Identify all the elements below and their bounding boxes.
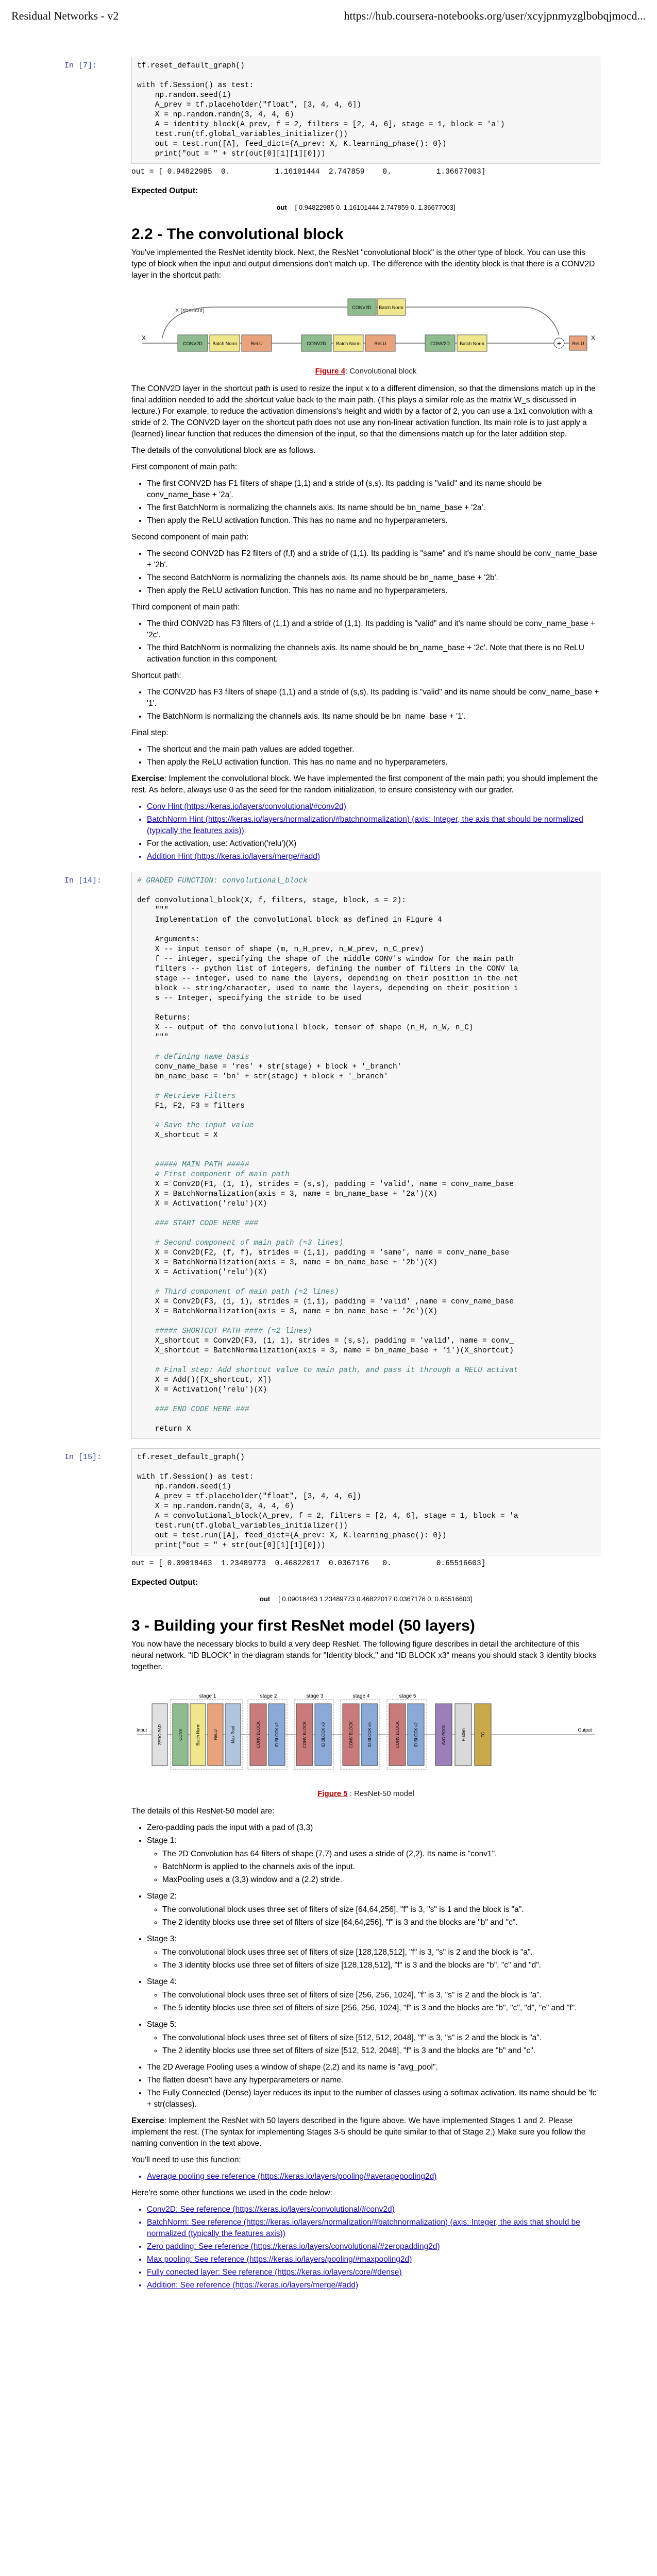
code-line: [137, 1209, 595, 1219]
sub-list-item: ◦ The 2 identity blocks use three set of filters of size [512, 512, 2048], "f" is 3 and the blocks are "b" and "c".: [162, 2045, 600, 2057]
list-item: [147, 2019, 600, 2057]
code-line: conv_name_base = 'res' + str(stage) + block + '_branch': [137, 1063, 402, 1071]
sub-list: [147, 1990, 600, 2014]
code-line: X = Conv2D(F3, (1, 1), strides = (1,1), padding = 'valid' ,name = conv_name_base: [137, 1298, 514, 1306]
sub-list-item: ◦ The convolutional block uses three set of filters of size [128,128,512], "f" is 3, "s" is 2 and the block is "a".: [162, 1947, 600, 1958]
exercise-paragraph: Exercise: Implement the ResNet with 50 layers described in the figure above. We have implemented Stages 1 and 2. Please implement the rest. (The syntax for implementing Stages 3-5 should be quite similar to that of Stage 2.) Make sure you follow the naming convention in the text above.: [131, 2116, 586, 2148]
code-cell-7[interactable]: [64, 57, 600, 164]
stage-3-label: stage 3: [306, 1693, 324, 1699]
list-item-text: The Fully Connected (Dense) layer reduces its input to the number of classes using a softmax activation. Its name should be 'fc' + str(classes).: [147, 2089, 598, 2109]
code-line: X = Activation('relu')(X): [137, 1386, 267, 1394]
cell-output: out = [ 0.94822985 0. 1.16101444 2.747859 0. 1.36677003]: [131, 168, 486, 176]
stage2-id-block-label: ID BLOCK x2: [275, 1722, 279, 1748]
main-path-relu-label: ReLU: [250, 341, 263, 346]
list-item: • The third BatchNorm is normalizing the channels axis. Its name should be bn_name_base + '2c'. Note that there is no ReLU activation function in this component.: [147, 642, 600, 665]
code-line: A = identity_block(A_prev, f = 2, filters = [2, 4, 6], stage = 1, block = 'a'): [137, 121, 505, 129]
bullet-list: [131, 478, 600, 527]
output-cell-7: [64, 168, 600, 176]
code-line: X = Activation('relu')(X): [137, 1268, 267, 1277]
code-line: out = test.run([A], feed_dict={A_prev: X, K.learning_phase(): 0}): [137, 140, 447, 148]
code-line: # GRADED FUNCTION: convolutional_block: [137, 877, 308, 885]
list-item[interactable]: • Addition Hint (https://keras.io/layers/merge/#add): [147, 851, 600, 862]
code-line: [137, 1082, 595, 1092]
code-cell-14[interactable]: [64, 872, 600, 1439]
code-line: X_shortcut = Conv2D(F3, (1, 1), strides = (s,s), padding = 'valid', name = conv_: [137, 1337, 514, 1345]
code-line: X_shortcut = BatchNormalization(axis = 3, name = bn_name_base + '1')(X_shortcut): [137, 1347, 514, 1355]
final-relu-label: ReLU: [572, 341, 584, 346]
code-line: [137, 1141, 595, 1150]
list-title: Shortcut path:: [131, 671, 181, 680]
code-line: # Retrieve Filters: [137, 1092, 236, 1100]
code-line: Implementation of the convolutional block as defined in Figure 4: [137, 916, 442, 924]
stage4-conv-block-label: CONV BLOCK: [349, 1721, 353, 1749]
code-editor[interactable]: [131, 57, 600, 164]
list-item[interactable]: • Conv Hint (https://keras.io/layers/convolutional/#conv2d): [147, 801, 600, 812]
code-line: Arguments:: [137, 936, 200, 944]
code-line: [137, 1395, 595, 1405]
code-line: return X: [137, 1425, 191, 1433]
main-path-conv-label: CONV2D: [183, 341, 203, 346]
code-line: bn_name_base = 'bn' + str(stage) + block + '_branch': [137, 1073, 389, 1081]
diagram-label-xshortcut: X (shortcut): [175, 308, 205, 314]
code-line: np.random.seed(1): [137, 91, 231, 99]
code-line: """: [137, 1033, 169, 1042]
stage3-conv-block-label: CONV BLOCK: [302, 1721, 307, 1749]
stage-1-label: stage 1: [199, 1693, 216, 1699]
expected-value: [ 0.94822985 0. 1.16101444 2.747859 0. 1.36677003]: [295, 204, 456, 211]
shortcut-bn-label: Batch Norm: [379, 305, 403, 310]
code-line: [137, 1004, 595, 1013]
code-editor[interactable]: [131, 872, 600, 1439]
list-item-text: Stage 1:: [147, 1836, 177, 1845]
code-line: X -- input tensor of shape (m, n_H_prev, n_W_prev, n_C_prev): [137, 945, 424, 954]
code-line: [137, 925, 595, 935]
list-item: • For the activation, use: Activation('relu')(X): [147, 838, 600, 850]
code-line: [137, 1278, 595, 1287]
list-item-text: Stage 4:: [147, 1977, 177, 1986]
list-item-text: Stage 3:: [147, 1935, 177, 1943]
list-item[interactable]: • BatchNorm Hint (https://keras.io/layers/normalization/#batchnormalization) (axis: Integer, the axis that should be normalized (typically the features axis)): [147, 814, 600, 837]
code-line: X = BatchNormalization(axis = 3, name = bn_name_base + '2a')(X): [137, 1190, 437, 1198]
list-item[interactable]: • Addition: See reference (https://keras.io/layers/merge/#add): [147, 2280, 600, 2291]
sub-list-item: ◦ The 5 identity blocks use three set of filters of size [256, 256, 1024], "f" is 3 and the blocks are "b", "c", "d", "e" and "f".: [162, 2003, 600, 2014]
sub-list-item: ◦ BatchNorm is applied to the channels axis of the input.: [162, 1861, 600, 1873]
main-path-bn-label: Batch Norm: [336, 341, 361, 346]
zero-pad-label: ZERO PAD: [158, 1724, 162, 1745]
main-path-bn-label: Batch Norm: [212, 341, 237, 346]
code-line: A_prev = tf.placeholder("float", [3, 4, 4, 6]): [137, 101, 362, 109]
stage4-id-block-label: ID BLOCK x5: [367, 1722, 372, 1748]
list-item: [147, 1835, 600, 1886]
list-item: [147, 2062, 600, 2073]
paragraph: You now have the necessary blocks to build a very deep ResNet. The following figure describes in detail the architecture of this neural network. "ID BLOCK" in the diagram stands for "Identity block," and "ID BLOCK x3" means you should stack 3 identity blocks together.: [131, 1640, 597, 1671]
expected-value: [ 0.09018463 1.23489773 0.46822017 0.0367176 0. 0.65516603]: [278, 1595, 473, 1603]
code-line: [137, 1150, 595, 1160]
code-cell-15[interactable]: [64, 1448, 600, 1555]
code-line: X = BatchNormalization(axis = 3, name = bn_name_base + '2c')(X): [137, 1308, 437, 1316]
expected-output-2: [131, 1577, 600, 1605]
stage-2-label: stage 2: [260, 1693, 277, 1699]
list-title: Second component of main path:: [131, 533, 249, 541]
paragraph: You've implemented the ResNet identity block. Next, the ResNet "convolutional block" is the other type of block. You can use this type of block when the input and output dimensions don't match up. The difference with the identity block is that there is a CONV2D layer in the shortcut path:: [131, 248, 595, 280]
list-item-text: The 2D Average Pooling uses a window of shape (2,2) and its name is "avg_pool".: [147, 2063, 438, 2072]
expected-output-1: [131, 185, 600, 213]
stage1-bn-label: Batch Norm: [196, 1723, 200, 1746]
code-line: # First component of main path: [137, 1171, 290, 1179]
print-header-url: https://hub.coursera-notebooks.org/user/xcyjpnmyzglbobqjmocd...: [344, 9, 646, 22]
list-item[interactable]: • Max pooling: See reference (https://keras.io/layers/pooling/#maxpooling2d): [147, 2254, 600, 2265]
list-item-text: Stage 2:: [147, 1892, 177, 1901]
code-line: np.random.seed(1): [137, 1483, 231, 1491]
code-line: X = np.random.randn(3, 4, 4, 6): [137, 111, 294, 119]
code-line: [137, 1463, 595, 1472]
main-path-bn-label: Batch Norm: [460, 341, 484, 346]
list-item: • The first BatchNorm is normalizing the channels axis. Its name should be bn_name_base + '2a'.: [147, 502, 600, 514]
sub-list: [147, 2032, 600, 2057]
code-line: [137, 1317, 595, 1327]
code-line: print("out = " + str(out[0][1][1][0])): [137, 150, 326, 158]
list-item[interactable]: • Zero padding: See reference (https://keras.io/layers/convolutional/#zeropadding2d): [147, 2241, 600, 2252]
list-item: [147, 1934, 600, 1971]
code-line: ##### SHORTCUT PATH #### (≈2 lines): [137, 1327, 312, 1335]
avg_pool-label: AVG POOL: [442, 1724, 446, 1745]
resnet50-diagram: [131, 1678, 600, 1786]
markdown-section-2-2: [131, 226, 600, 862]
bullet-list: [131, 744, 600, 768]
code-line: ##### MAIN PATH #####: [137, 1161, 249, 1169]
code-line: [137, 1229, 595, 1239]
stage3-id-block-label: ID BLOCK x3: [321, 1722, 326, 1748]
list-title: Final step:: [131, 728, 169, 737]
code-line: X -- output of the convolutional block, tensor of shape (n_H, n_W, n_C): [137, 1024, 474, 1032]
stage5-conv-block-label: CONV BLOCK: [395, 1721, 400, 1749]
code-line: f -- integer, specifying the shape of the middle CONV's window for the main path: [137, 955, 514, 963]
code-line: # Third component of main path (≈2 lines): [137, 1288, 339, 1296]
list-item: [147, 1822, 600, 1834]
stage5-id-block-label: ID BLOCK x2: [414, 1722, 418, 1748]
list-item-text: Zero-padding pads the input with a pad of (3,3): [147, 1823, 313, 1832]
hint-links: [131, 801, 600, 862]
code-line: """: [137, 906, 169, 914]
code-line: s -- Integer, specifying the stride to be used: [137, 994, 362, 1003]
bullet-list: [131, 1822, 600, 2110]
list-item: • Then apply the ReLU activation function. This has no name and no hyperparameters.: [147, 757, 600, 768]
stage-5-label: stage 5: [399, 1693, 416, 1699]
sub-list-item: ◦ MaxPooling uses a (3,3) window and a (2,2) stride.: [162, 1874, 600, 1886]
paragraph: The details of the convolutional block are as follows.: [131, 446, 316, 455]
code-line: stage -- integer, used to name the layers, depending on their position in the net: [137, 975, 518, 983]
list-item: • The third CONV2D has F3 filters of (1,1) and a stride of (1,1). Its padding is "valid" and it's name should be conv_name_base + '2c'.: [147, 618, 600, 641]
code-line: filters -- python list of integers, defining the number of filters in the CONV la: [137, 965, 518, 973]
code-line: # Save the input value: [137, 1122, 254, 1130]
code-line: F1, F2, F3 = filters: [137, 1102, 245, 1110]
main-path-relu-label: ReLU: [374, 341, 386, 346]
code-line: [137, 1043, 595, 1053]
code-line: Returns:: [137, 1014, 191, 1022]
code-line: A_prev = tf.placeholder("float", [3, 4, 4, 6]): [137, 1493, 362, 1501]
list-item: [147, 2088, 600, 2110]
exercise-paragraph: Exercise: Implement the convolutional block. We have implemented the first component of the main path; you should implement the rest. As before, always use 0 as the seed for the random initialization, to ensure consistency with our grader.: [131, 774, 598, 794]
sub-list: [147, 1947, 600, 1971]
code-line: # Final step: Add shortcut value to main path, and pass it through a RELU activat: [137, 1366, 518, 1375]
code-line: X = Add()([X_shortcut, X]): [137, 1376, 272, 1384]
diagram-label-x-in: X: [142, 334, 146, 342]
paragraph: The CONV2D layer in the shortcut path is used to resize the input x to a different dimension, so that the dimensions match up in the final addition needed to add the shortcut value back to the main path. (This plays a similar role as the matrix W_s discussed in lecture.) For example, to reduce the activation dimensions's height and width by a factor of 2, you can use a 1x1 convolution with a stride of 2. The CONV2D layer on the shortcut path does not use any non-linear activation function. Its main role is to just apply a (learned) linear function that reduces the dimension of the input, so that the dimensions match up for the later addition step.: [131, 384, 596, 438]
code-line: [137, 1356, 595, 1366]
code-line: X_shortcut = X: [137, 1131, 218, 1140]
paragraph: The details of this ResNet-50 model are:: [131, 1807, 275, 1816]
cell-output: out = [ 0.09018463 1.23489773 0.46822017 0.0367176 0. 0.65516603]: [131, 1560, 486, 1568]
fc-label: FC: [481, 1732, 485, 1738]
code-line: ### START CODE HERE ###: [137, 1219, 258, 1228]
list-item: • The BatchNorm is normalizing the channels axis. Its name should be bn_name_base + '1'.: [147, 711, 600, 722]
input-label: Input: [136, 1727, 147, 1733]
sub-list-item: ◦ The convolutional block uses three set of filters of size [64,64,256], "f" is 3, "s" is 1 and the block is "a".: [162, 1904, 600, 1916]
cell-prompt: In [15]:: [64, 1453, 102, 1462]
list-item[interactable]: • Conv2D: See reference (https://keras.io/layers/convolutional/#conv2d): [147, 2204, 600, 2215]
expected-key: out: [259, 1595, 271, 1603]
sub-list-item: ◦ The convolutional block uses three set of filters of size [512, 512, 2048], "f" is 3, "s" is 2 and the block is "a".: [162, 2032, 600, 2044]
section-title: 3 - Building your first ResNet model (50 layers): [131, 1617, 475, 1634]
sub-list-item: ◦ The 3 identity blocks use three set of filters of size [128,128,512], "f" is 3 and the blocks are "b", "c" and "d".: [162, 1960, 600, 1971]
list-item: • The shortcut and the main path values are added together.: [147, 744, 600, 755]
code-line: test.run(tf.global_variables_initializer()): [137, 1522, 348, 1530]
flatten-label: Flatten: [461, 1728, 466, 1741]
bullet-list: [131, 687, 600, 722]
sub-list: [147, 1904, 600, 1928]
code-line: # Second component of main path (≈3 lines): [137, 1239, 344, 1247]
print-header-title: Residual Networks - v2: [11, 9, 119, 22]
code-line: print("out = " + str(out[0][1][1][0])): [137, 1541, 326, 1550]
cell-prompt: In [14]:: [64, 876, 102, 885]
output-cell-15: [64, 1560, 600, 1568]
sub-list-item: ◦ The convolutional block uses three set of filters of size [256, 256, 1024], "f" is 3, "s" is 2 and the block is "a".: [162, 1990, 600, 2001]
list-item: • The second CONV2D has F2 filters of (f,f) and a stride of (1,1). Its padding is "same" and it's name should be conv_name_base + '2b'.: [147, 548, 600, 571]
code-line: X = Conv2D(F2, (f, f), strides = (1,1), padding = 'same', name = conv_name_base: [137, 1249, 510, 1257]
list-title: First component of main path:: [131, 463, 238, 471]
section-title: 2.2 - The convolutional block: [131, 226, 344, 243]
expected-label: Expected Output:: [131, 187, 198, 195]
list-item: [147, 1976, 600, 2014]
list-item: • The CONV2D has F3 filters of shape (1,1) and a stride of (s,s). Its padding is "valid" and its name should be conv_name_base + '1'.: [147, 687, 600, 709]
code-line: X = BatchNormalization(axis = 3, name = bn_name_base + '2b')(X): [137, 1259, 437, 1267]
code-line: ### END CODE HERE ###: [137, 1405, 249, 1414]
diagram-label-x-out: X: [591, 334, 596, 342]
bullet-list: [131, 618, 600, 665]
code-line: def convolutional_block(X, f, filters, stage, block, s = 2):: [137, 896, 407, 905]
sub-list-item: ◦ The 2D Convolution has 64 filters of shape (7,7) and uses a stride of (2,2). Its name is "conv1".: [162, 1849, 600, 1860]
code-line: block -- string/character, used to name the layers, depending on their position i: [137, 985, 518, 993]
code-line: with tf.Session() as test:: [137, 81, 254, 90]
stage1-relu-label: ReLU: [213, 1729, 218, 1740]
list-item-text: The flatten doesn't have any hyperparameters or name.: [147, 2076, 344, 2084]
main-path-conv-label: CONV2D: [430, 341, 450, 346]
code-line: out = test.run([A], feed_dict={A_prev: X, K.learning_phase(): 0}): [137, 1532, 447, 1540]
code-line: [137, 886, 595, 896]
sub-list-item: ◦ The 2 identity blocks use three set of filters of size [64,64,256], "f" is 3 and the blocks are "b" and "c".: [162, 1917, 600, 1928]
list-item: • Then apply the ReLU activation function. This has no name and no hyperparameters.: [147, 515, 600, 527]
sub-list: [147, 1849, 600, 1886]
expected-key: out: [276, 204, 287, 211]
code-line: [137, 1415, 595, 1425]
code-line: X = np.random.randn(3, 4, 4, 6): [137, 1502, 294, 1511]
paragraph: You'll need to use this function:: [131, 2156, 241, 2164]
code-line: X = Activation('relu')(X): [137, 1200, 267, 1208]
list-item: [147, 1891, 600, 1928]
list-item: • Then apply the ReLU activation function. This has no name and no hyperparameters.: [147, 585, 600, 597]
output-label: Output: [578, 1727, 592, 1733]
list-title: Third component of main path:: [131, 603, 240, 612]
code-line: A = convolutional_block(A_prev, f = 2, filters = [2, 4, 6], stage = 1, block = 'a: [137, 1512, 518, 1520]
list-item: • The second BatchNorm is normalizing the channels axis. Its name should be bn_name_base + '2b'.: [147, 572, 600, 584]
figure-4-caption: Figure 4: Convolutional block: [315, 367, 417, 376]
markdown-section-3: [131, 1617, 600, 2291]
code-line: [137, 71, 595, 81]
code-line: [137, 1111, 595, 1121]
code-editor[interactable]: [131, 1448, 600, 1555]
stage2-conv-block-label: CONV BLOCK: [256, 1721, 261, 1749]
code-line: tf.reset_default_graph(): [137, 1453, 245, 1462]
list-item[interactable]: • Fully conected layer: See reference (https://keras.io/layers/core/#dense): [147, 2267, 600, 2278]
bullet-list: [131, 2204, 600, 2291]
notebook: [64, 57, 600, 2296]
add-symbol: +: [557, 339, 562, 347]
code-line: tf.reset_default_graph(): [137, 62, 245, 70]
code-line: with tf.Session() as test:: [137, 1473, 254, 1481]
stage1-conv-label: CONV: [178, 1728, 183, 1741]
paragraph: Here're some other functions we used in the code below:: [131, 2189, 332, 2197]
list-item[interactable]: • BatchNorm: See reference (https://keras.io/layers/normalization/#batchnormalization) (axis: Integer, the axis that should be normalized (typically the features axis)): [147, 2217, 600, 2240]
stage-4-label: stage 4: [352, 1693, 370, 1699]
cell-prompt: In [7]:: [64, 61, 97, 70]
shortcut-conv-label: CONV2D: [352, 305, 372, 310]
code-line: X = Conv2D(F1, (1, 1), strides = (s,s), padding = 'valid', name = conv_name_base: [137, 1180, 514, 1189]
code-line: test.run(tf.global_variables_initializer()): [137, 130, 348, 139]
list-item[interactable]: • Average pooling see reference (https://keras.io/layers/pooling/#averagepooling2d): [147, 2171, 600, 2182]
main-path-conv-label: CONV2D: [307, 341, 326, 346]
bullet-list: [131, 2171, 600, 2182]
expected-label: Expected Output:: [131, 1578, 198, 1587]
stage1-maxpool-label: Max Pool: [231, 1726, 235, 1743]
list-item: [147, 2075, 600, 2086]
figure-5-caption: Figure 5 : ResNet-50 model: [317, 1789, 414, 1798]
conv-block-diagram: [131, 286, 600, 364]
list-item-text: Stage 5:: [147, 2020, 177, 2029]
list-item: • The first CONV2D has F1 filters of shape (1,1) and a stride of (s,s). Its padding is "valid" and its name should be conv_name_base + '2a'.: [147, 478, 600, 501]
code-line: # defining name basis: [137, 1053, 249, 1061]
bullet-list: [131, 548, 600, 597]
